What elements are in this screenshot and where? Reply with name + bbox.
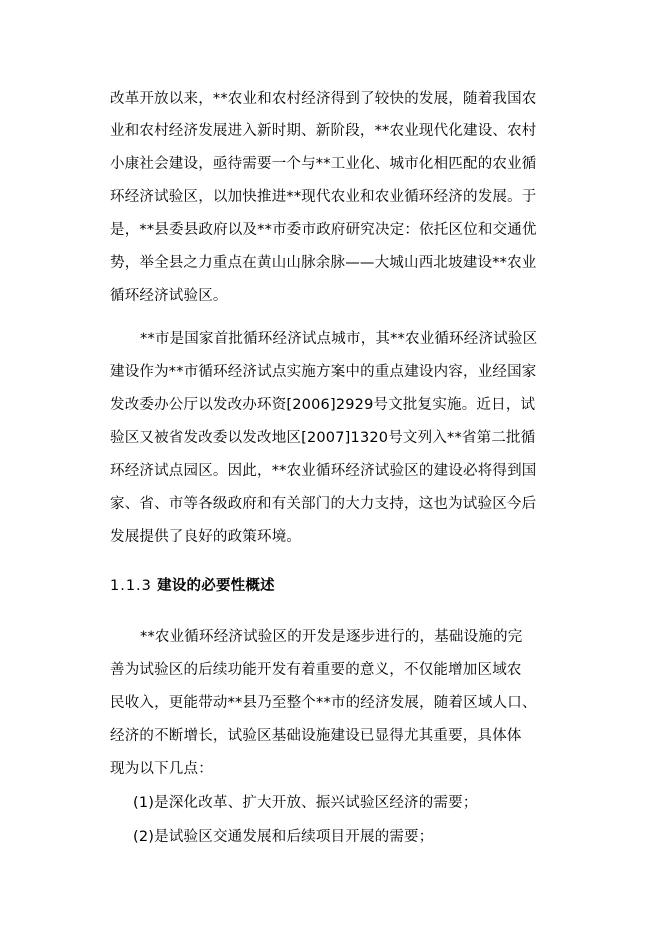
paragraph-1-line-7: 循环经济试验区。 <box>110 288 228 304</box>
paragraph-2-line-1: **市是国家首批循环经济试点城市，其**农业循环经济试验区 <box>140 331 538 347</box>
paragraph-1-line-2: 业和农村经济发展进入新时期、新阶段，**农业现代化建设、农村 <box>110 123 537 139</box>
paragraph-1-line-1: 改革开放以来，**农业和农村经济得到了较快的发展，随着我国农 <box>110 91 537 107</box>
paragraph-2-line-2: 建设作为**市循环经济试点实施方案中的重点建设内容，业经国家 <box>110 364 537 380</box>
paragraph-1-line-5: 是，**县委县政府以及**市委市政府研究决定：依托区位和交通优 <box>110 222 537 238</box>
paragraph-3-line-1: **农业循环经济试验区的开发是逐步进行的，基础设施的完 <box>140 629 523 645</box>
paragraph-2-line-7: 发展提供了良好的政策环境。 <box>110 529 302 545</box>
list-item-1: (1)是深化改革、扩大开放、振兴试验区经济的需要； <box>133 795 478 811</box>
section-number: 1.1.3 <box>110 578 152 594</box>
paragraph-3-line-2: 善为试验区的后续功能开发有着重要的意义，不仅能增加区域农 <box>110 662 522 678</box>
paragraph-3-line-5: 现为以下几点： <box>110 761 213 777</box>
paragraph-1-line-3: 小康社会建设，亟待需要一个与**工业化、城市化相匹配的农业循 <box>110 156 537 172</box>
paragraph-1-line-6: 势，举全县之力重点在黄山山脉余脉——大城山西北坡建设**农业 <box>110 255 537 271</box>
paragraph-2-line-3: 发改委办公厅以发改办环资[2006]2929号文批复实施。近日，试 <box>110 397 536 413</box>
paragraph-2-line-6: 家、省、市等各级政府和有关部门的大力支持，这也为试验区今后 <box>110 496 537 512</box>
paragraph-3-line-3: 民收入，更能带动**县乃至整个**市的经济发展，随着区域人口、 <box>110 695 537 711</box>
paragraph-2-line-4: 验区又被省发改委以发改地区[2007]1320号文列入**省第二批循 <box>110 430 536 446</box>
section-title: 建设的必要性概述 <box>157 578 275 594</box>
list-item-2: (2)是试验区交通发展和后续项目开展的需要； <box>133 829 434 845</box>
paragraph-3-line-4: 经济的不断增长，试验区基础设施建设已显得尤其重要，具体体 <box>110 728 522 744</box>
paragraph-1-line-4: 环经济试验区，以加快推进**现代农业和农业循环经济的发展。于 <box>110 189 537 205</box>
section-heading <box>110 577 275 595</box>
paragraph-2-line-5: 环经济试点园区。因此，**农业循环经济试验区的建设必将得到国 <box>110 463 537 479</box>
